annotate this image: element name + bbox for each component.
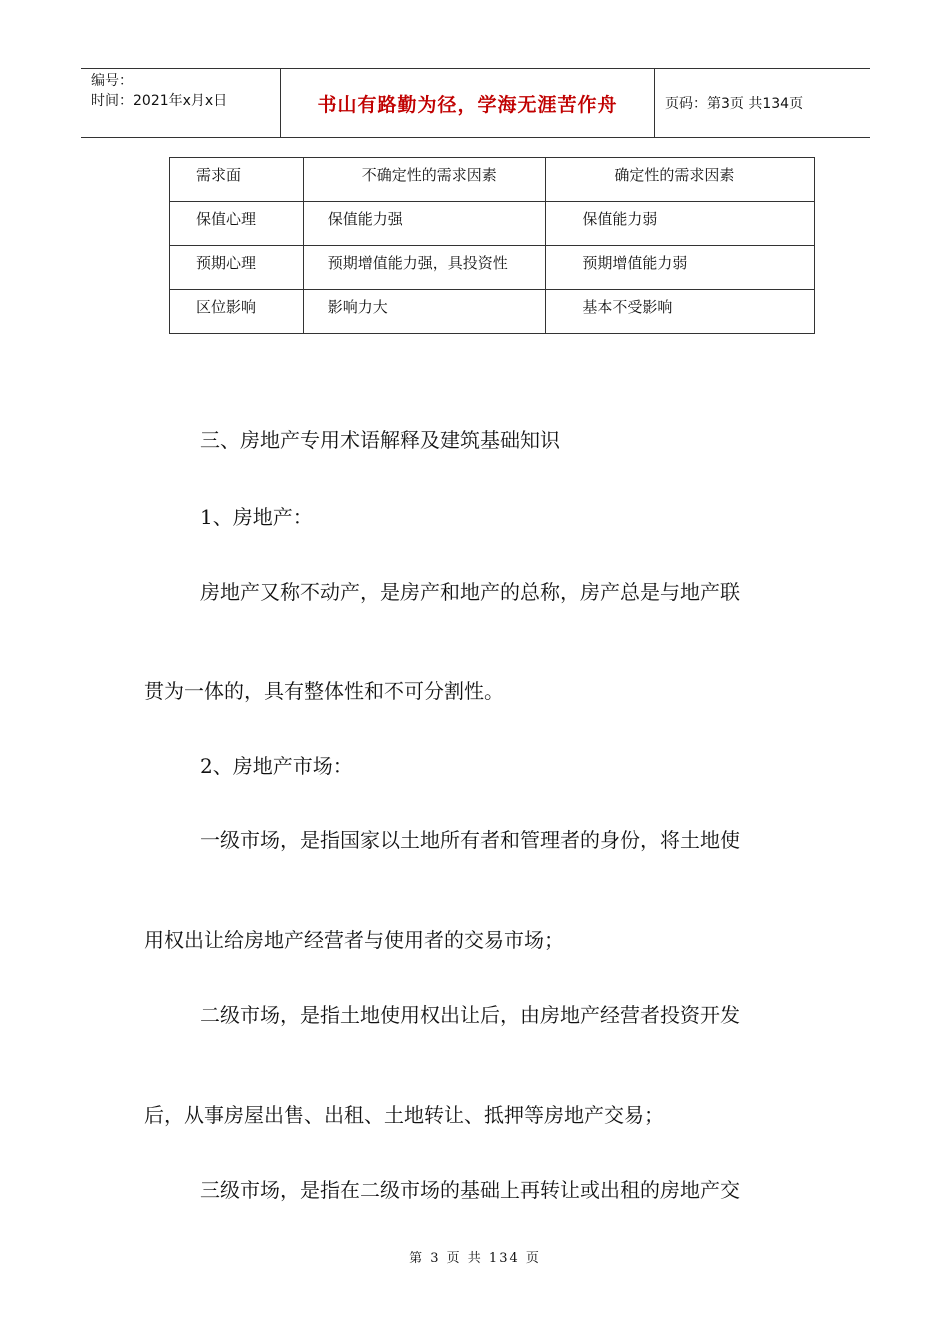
header-time: 时间：2021年x月x日 [91, 93, 228, 109]
table-row [170, 290, 815, 334]
table-row [170, 246, 815, 290]
table-cell: 预期心理 [170, 246, 304, 290]
table-row [170, 158, 815, 202]
table-cell: 不确定性的需求因素 [303, 158, 546, 202]
market2-text-line1: 二级市场，是指土地使用权出让后，由房地产经营者投资开发 [200, 1003, 740, 1027]
market2-text-line2: 后，从事房屋出售、出租、土地转让、抵押等房地产交易； [144, 1103, 664, 1127]
table-cell: 确定性的需求因素 [546, 158, 815, 202]
table-cell: 保值能力弱 [546, 202, 815, 246]
table-cell: 预期增值能力弱 [546, 246, 815, 290]
table-cell: 区位影响 [170, 290, 304, 334]
section-title: 三、房地产专用术语解释及建筑基础知识 [200, 428, 560, 452]
table-cell: 预期增值能力强，具投资性 [303, 246, 546, 290]
header-meta [81, 69, 281, 137]
table-row [170, 202, 815, 246]
table-cell: 保值能力强 [303, 202, 546, 246]
page-header [81, 68, 870, 138]
header-page-info: 页码：第3页 共134页 [665, 96, 804, 112]
table-cell: 保值心理 [170, 202, 304, 246]
table-cell: 基本不受影响 [546, 290, 815, 334]
market1-text-line1: 一级市场，是指国家以土地所有者和管理者的身份，将土地使 [200, 828, 740, 852]
item1-title: 1、房地产： [200, 505, 313, 529]
page-footer: 第 3 页 共 134 页 [409, 1251, 541, 1266]
market1-text-line2: 用权出让给房地产经营者与使用者的交易市场； [144, 928, 564, 952]
item2-title: 2、房地产市场： [200, 754, 353, 778]
item1-text-line2: 贯为一体的，具有整体性和不可分割性。 [144, 679, 504, 703]
demand-factor-table [169, 157, 815, 334]
table-cell: 影响力大 [303, 290, 546, 334]
market3-text-line1: 三级市场，是指在二级市场的基础上再转让或出租的房地产交 [200, 1178, 740, 1202]
header-number: 编号： [91, 73, 133, 89]
header-motto: 书山有路勤为径，学海无涯苦作舟 [281, 69, 655, 137]
item1-text-line1: 房地产又称不动产，是房产和地产的总称，房产总是与地产联 [200, 580, 740, 604]
table-cell: 需求面 [170, 158, 304, 202]
